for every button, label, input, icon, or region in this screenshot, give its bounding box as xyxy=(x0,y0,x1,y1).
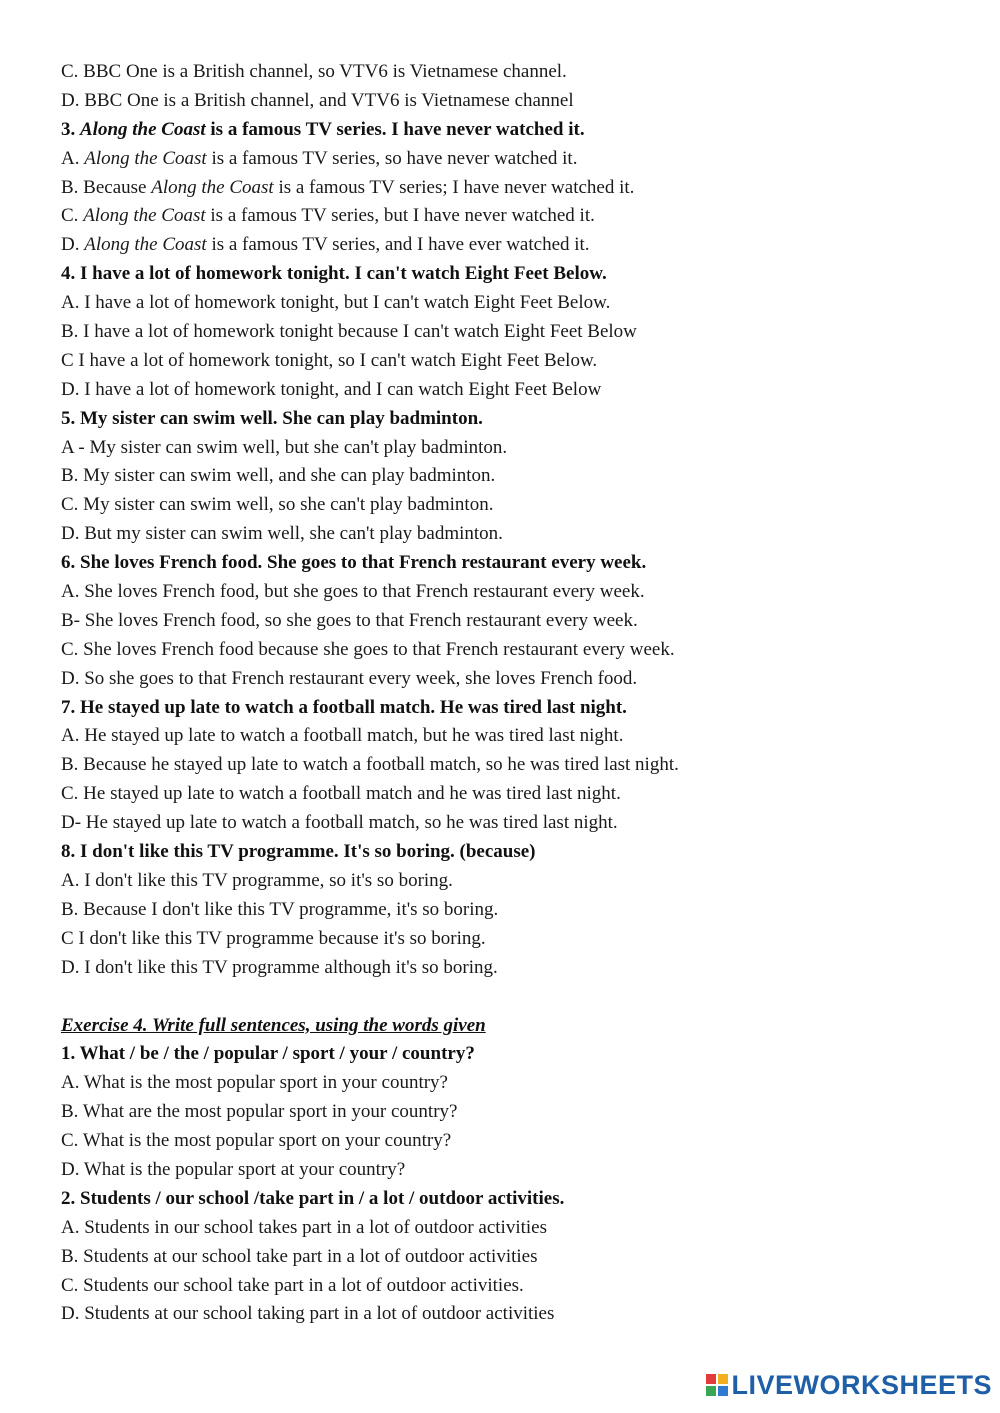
text-run: D. xyxy=(61,234,85,256)
answer-option xyxy=(61,925,961,954)
answer-option xyxy=(61,1214,961,1243)
answer-option xyxy=(61,636,961,665)
italic-title: Along the Coast xyxy=(83,205,206,227)
answer-option xyxy=(61,145,961,174)
answer-option xyxy=(61,1098,961,1127)
text-run: C I have a lot of homework tonight, so I can't watch Eight Feet Below. xyxy=(61,349,598,371)
text-run: 5. My sister can swim well. She can play badminton. xyxy=(61,407,483,429)
worksheet-page xyxy=(61,58,961,1329)
text-run: D. I don't like this TV programme although it's so boring. xyxy=(61,956,498,978)
text-run: D. Students at our school taking part in a lot of outdoor activities xyxy=(61,1303,555,1325)
answer-option xyxy=(61,231,961,260)
text-run: B. Because xyxy=(61,176,152,198)
text-run: 1. What / be / the / popular / sport / your / country? xyxy=(61,1043,475,1065)
text-run: is a famous TV series; I have never watched it. xyxy=(273,176,635,198)
answer-option xyxy=(61,1069,961,1098)
text-run: D. What is the popular sport at your country? xyxy=(61,1158,406,1180)
answer-option xyxy=(61,174,961,203)
answer-option xyxy=(61,896,961,925)
question-text xyxy=(61,694,961,723)
text-run: Exercise 4. Write full sentences, using the words given xyxy=(61,1014,486,1036)
question-text xyxy=(61,1040,961,1069)
answer-option xyxy=(61,1243,961,1272)
question-text xyxy=(61,1185,961,1214)
liveworksheets-logo-icon xyxy=(705,1373,729,1397)
question-text xyxy=(61,405,961,434)
text-run: 8. I don't like this TV programme. It's so boring. (because) xyxy=(61,841,536,863)
answer-option xyxy=(61,1156,961,1185)
answer-option xyxy=(61,665,961,694)
text-run: A. I have a lot of homework tonight, but I can't watch Eight Feet Below. xyxy=(61,292,611,314)
question-text xyxy=(61,260,961,289)
answer-option xyxy=(61,202,961,231)
text-run: C. He stayed up late to watch a football match and he was tired last night. xyxy=(61,783,621,805)
answer-option xyxy=(61,1127,961,1156)
text-run: D- He stayed up late to watch a football match, so he was tired last night. xyxy=(61,812,618,834)
text-run: D. I have a lot of homework tonight, and I can watch Eight Feet Below xyxy=(61,378,602,400)
exercise-heading xyxy=(61,1012,961,1041)
text-run: is a famous TV series, but I have never watched it. xyxy=(205,205,595,227)
text-run: A. Students in our school takes part in a lot of outdoor activities xyxy=(61,1216,548,1238)
answer-option xyxy=(61,867,961,896)
text-run: B. I have a lot of homework tonight because I can't watch Eight Feet Below xyxy=(61,321,637,343)
text-run: C. BBC One is a British channel, so VTV6 is Vietnamese channel. xyxy=(61,61,567,82)
text-run: is a famous TV series. I have never watched it. xyxy=(205,118,585,140)
answer-option xyxy=(61,1300,961,1329)
text-run: 6. She loves French food. She goes to that French restaurant every week. xyxy=(61,552,647,574)
blank-line xyxy=(61,983,961,1012)
question-text xyxy=(61,838,961,867)
text-run: A. xyxy=(61,147,85,169)
answer-option xyxy=(61,462,961,491)
answer-option xyxy=(61,607,961,636)
text-run: is a famous TV series, so have never watched it. xyxy=(206,147,578,169)
brand-logo[interactable] xyxy=(705,1371,992,1399)
text-run: B. Because I don't like this TV programme, it's so boring. xyxy=(61,898,499,920)
answer-option xyxy=(61,347,961,376)
answer-option xyxy=(61,289,961,318)
text-run: D. BBC One is a British channel, and VTV6 is Vietnamese channel xyxy=(61,89,574,111)
text-run: D. So she goes to that French restaurant every week, she loves French food. xyxy=(61,667,638,689)
text-run: 2. Students / our school /take part in / a lot / outdoor activities. xyxy=(61,1187,565,1209)
answer-option xyxy=(61,780,961,809)
text-run: D. But my sister can swim well, she can't play badminton. xyxy=(61,523,503,545)
text-run: 3. xyxy=(61,118,80,140)
text-run: B. What are the most popular sport in your country? xyxy=(61,1101,458,1123)
text-run: B. Students at our school take part in a lot of outdoor activities xyxy=(61,1245,538,1267)
answer-option xyxy=(61,376,961,405)
answer-option xyxy=(61,954,961,983)
text-run: C. xyxy=(61,205,84,227)
answer-option xyxy=(61,491,961,520)
italic-title: Along the Coast xyxy=(151,176,274,198)
italic-title: Along the Coast xyxy=(84,147,207,169)
text-run: C. Students our school take part in a lot of outdoor activities. xyxy=(61,1274,524,1296)
question-text xyxy=(61,549,961,578)
text-run: C I don't like this TV programme because it's so boring. xyxy=(61,927,486,949)
answer-option xyxy=(61,809,961,838)
answer-option xyxy=(61,578,961,607)
text-run: C. She loves French food because she goes to that French restaurant every week. xyxy=(61,638,675,660)
answer-option xyxy=(61,520,961,549)
answer-option xyxy=(61,1272,961,1301)
text-run: A. He stayed up late to watch a football match, but he was tired last night. xyxy=(61,725,624,747)
text-run: A - My sister can swim well, but she can't play badminton. xyxy=(61,436,508,458)
answer-option xyxy=(61,87,961,116)
question-text xyxy=(61,116,961,145)
answer-option xyxy=(61,58,961,87)
text-run: A. I don't like this TV programme, so it's so boring. xyxy=(61,869,453,891)
text-run: C. My sister can swim well, so she can't play badminton. xyxy=(61,494,494,516)
text-run: B. Because he stayed up late to watch a football match, so he was tired last night. xyxy=(61,754,679,776)
text-run: A. She loves French food, but she goes to that French restaurant every week. xyxy=(61,581,645,603)
text-run: B. My sister can swim well, and she can play badminton. xyxy=(61,465,496,487)
answer-option xyxy=(61,722,961,751)
answer-option xyxy=(61,751,961,780)
text-run: B- She loves French food, so she goes to that French restaurant every week. xyxy=(61,609,638,631)
brand-name: LIVEWORKSHEETS xyxy=(731,1369,992,1400)
italic-title: Along the Coast xyxy=(80,118,206,140)
text-run: C. What is the most popular sport on your country? xyxy=(61,1130,452,1152)
text-run: 4. I have a lot of homework tonight. I can't watch Eight Feet Below. xyxy=(61,263,607,285)
text-run: 7. He stayed up late to watch a football match. He was tired last night. xyxy=(61,696,627,718)
text-run: is a famous TV series, and I have ever watched it. xyxy=(206,234,590,256)
text-run: A. What is the most popular sport in your country? xyxy=(61,1072,448,1094)
answer-option xyxy=(61,434,961,463)
answer-option xyxy=(61,318,961,347)
italic-title: Along the Coast xyxy=(84,234,207,256)
